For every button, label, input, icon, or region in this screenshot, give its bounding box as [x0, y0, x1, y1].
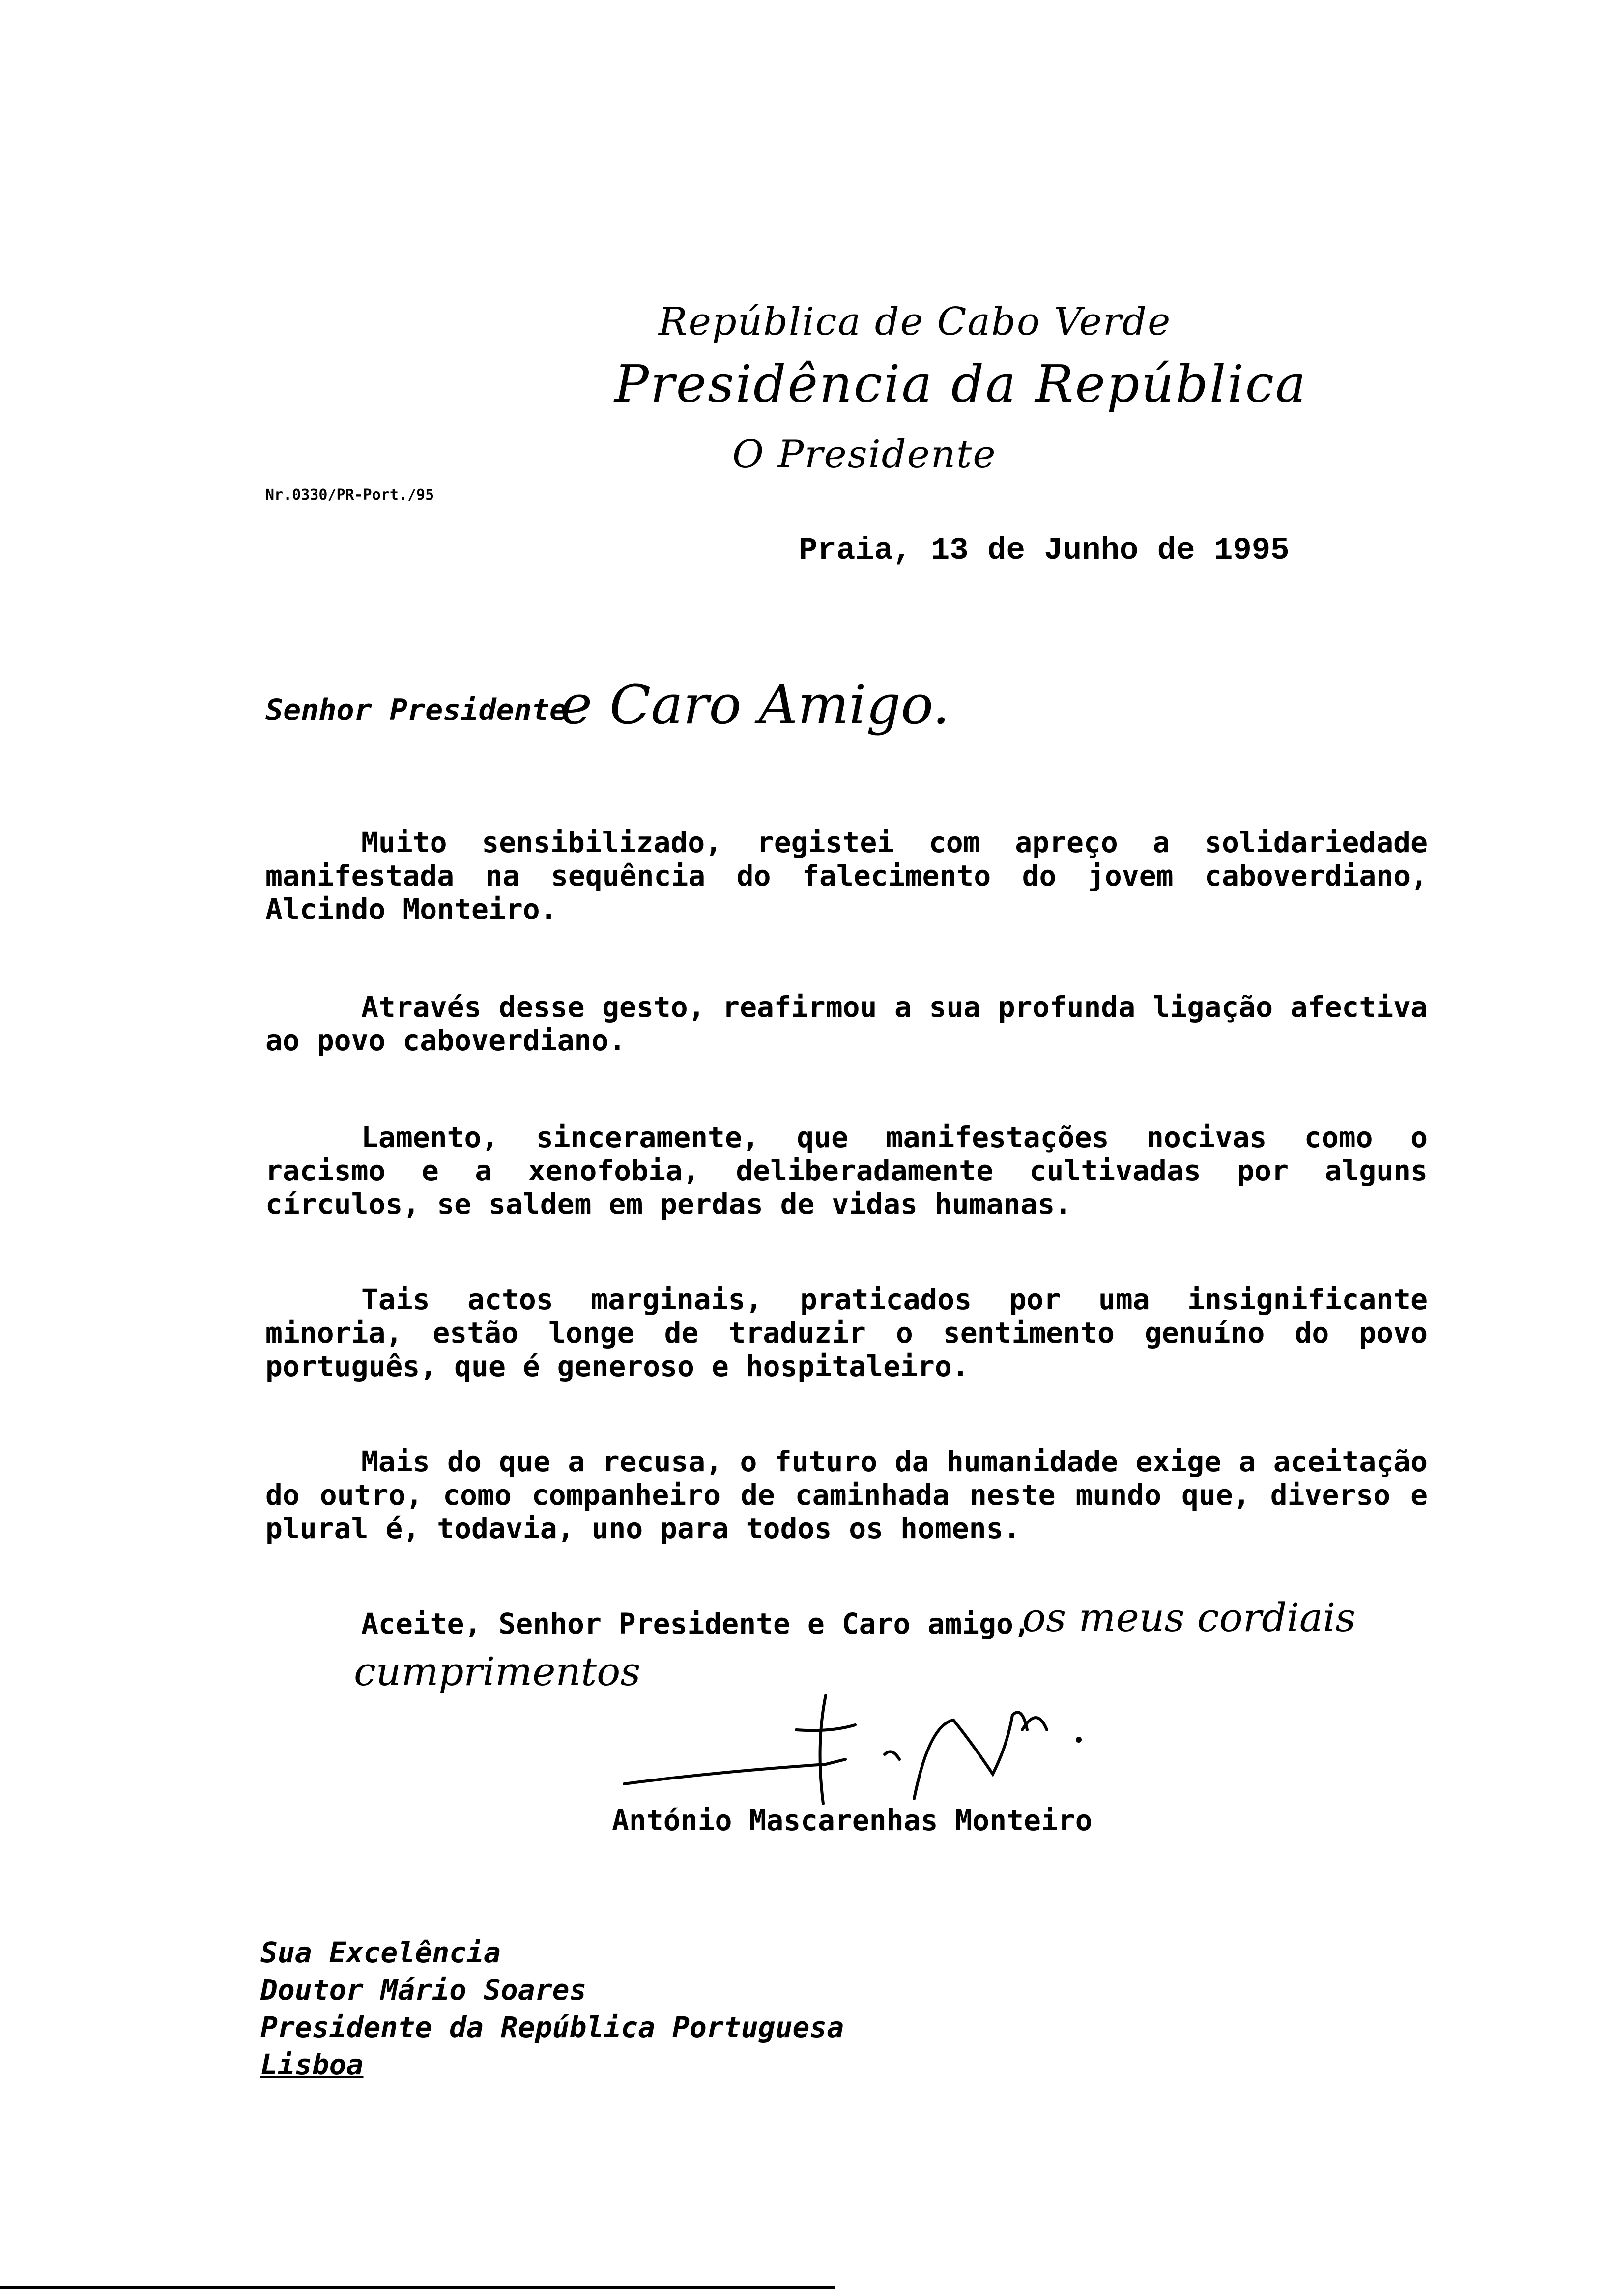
paragraph-3: [265, 1120, 1428, 1221]
handwritten-closing-1: os meus cordiais: [1022, 1595, 1356, 1640]
paragraph-5-text: Mais do que a recusa, o futuro da humanidade exige a aceitação do outro, como companheiro de caminhada neste mundo que, diverso e plural é, todavia, uno para todos os homens.: [265, 1445, 1428, 1545]
recipient-name: Mário Soares: [380, 1973, 587, 2007]
reference-number: Nr.0330/PR-Port./95: [265, 487, 434, 504]
recipient-line-1: Sua Excelência: [260, 1936, 501, 1969]
handwritten-salutation: e Caro Amigo.: [560, 673, 950, 736]
recipient-city: Lisboa: [260, 2048, 364, 2081]
handwritten-signature: [619, 1686, 1111, 1808]
paragraph-4: [265, 1283, 1428, 1383]
letterhead-office: O Presidente: [732, 432, 997, 477]
recipient-line-3: Presidente da República Portuguesa: [260, 2010, 844, 2044]
paragraph-1-text: Muito sensibilizado, registei com apreço a solidariedade manifestada na sequência do falecimento do jovem caboverdiano, Alcindo Monteiro.: [265, 826, 1428, 926]
handwritten-closing-2: cumprimentos: [354, 1649, 641, 1694]
recipient-line-2: [260, 1971, 844, 2009]
paragraph-2-text: Através desse gesto, reafirmou a sua profunda ligação afectiva ao povo caboverdiano.: [265, 990, 1428, 1057]
signer-name: António Mascarenhas Monteiro: [612, 1804, 1093, 1837]
recipient-address: [260, 1934, 844, 2083]
bottom-rule: [0, 2286, 835, 2289]
paragraph-5: [265, 1445, 1428, 1545]
letterhead-institution: Presidência da República: [614, 354, 1307, 414]
paragraph-3-text: Lamento, sinceramente, que manifestações nocivas como o racismo e a xenofobia, deliberadamente cultivadas por alguns círculos, se saldem em perdas de vidas humanas.: [265, 1120, 1428, 1221]
paragraph-1: [265, 826, 1428, 926]
salutation: Senhor Presidente: [265, 693, 568, 727]
letter-date: Praia, 13 de Junho de 1995: [799, 533, 1290, 569]
closing-typed: Aceite, Senhor Presidente e Caro amigo,: [361, 1607, 1031, 1640]
paragraph-4-text: Tais actos marginais, praticados por uma insignificante minoria, estão longe de traduzir o sentimento genuíno do povo português, que é generoso e hospitaleiro.: [265, 1283, 1428, 1383]
letterhead-country: República de Cabo Verde: [659, 300, 1172, 344]
paragraph-2: [265, 990, 1428, 1057]
recipient-title: Doutor: [260, 1973, 381, 2007]
